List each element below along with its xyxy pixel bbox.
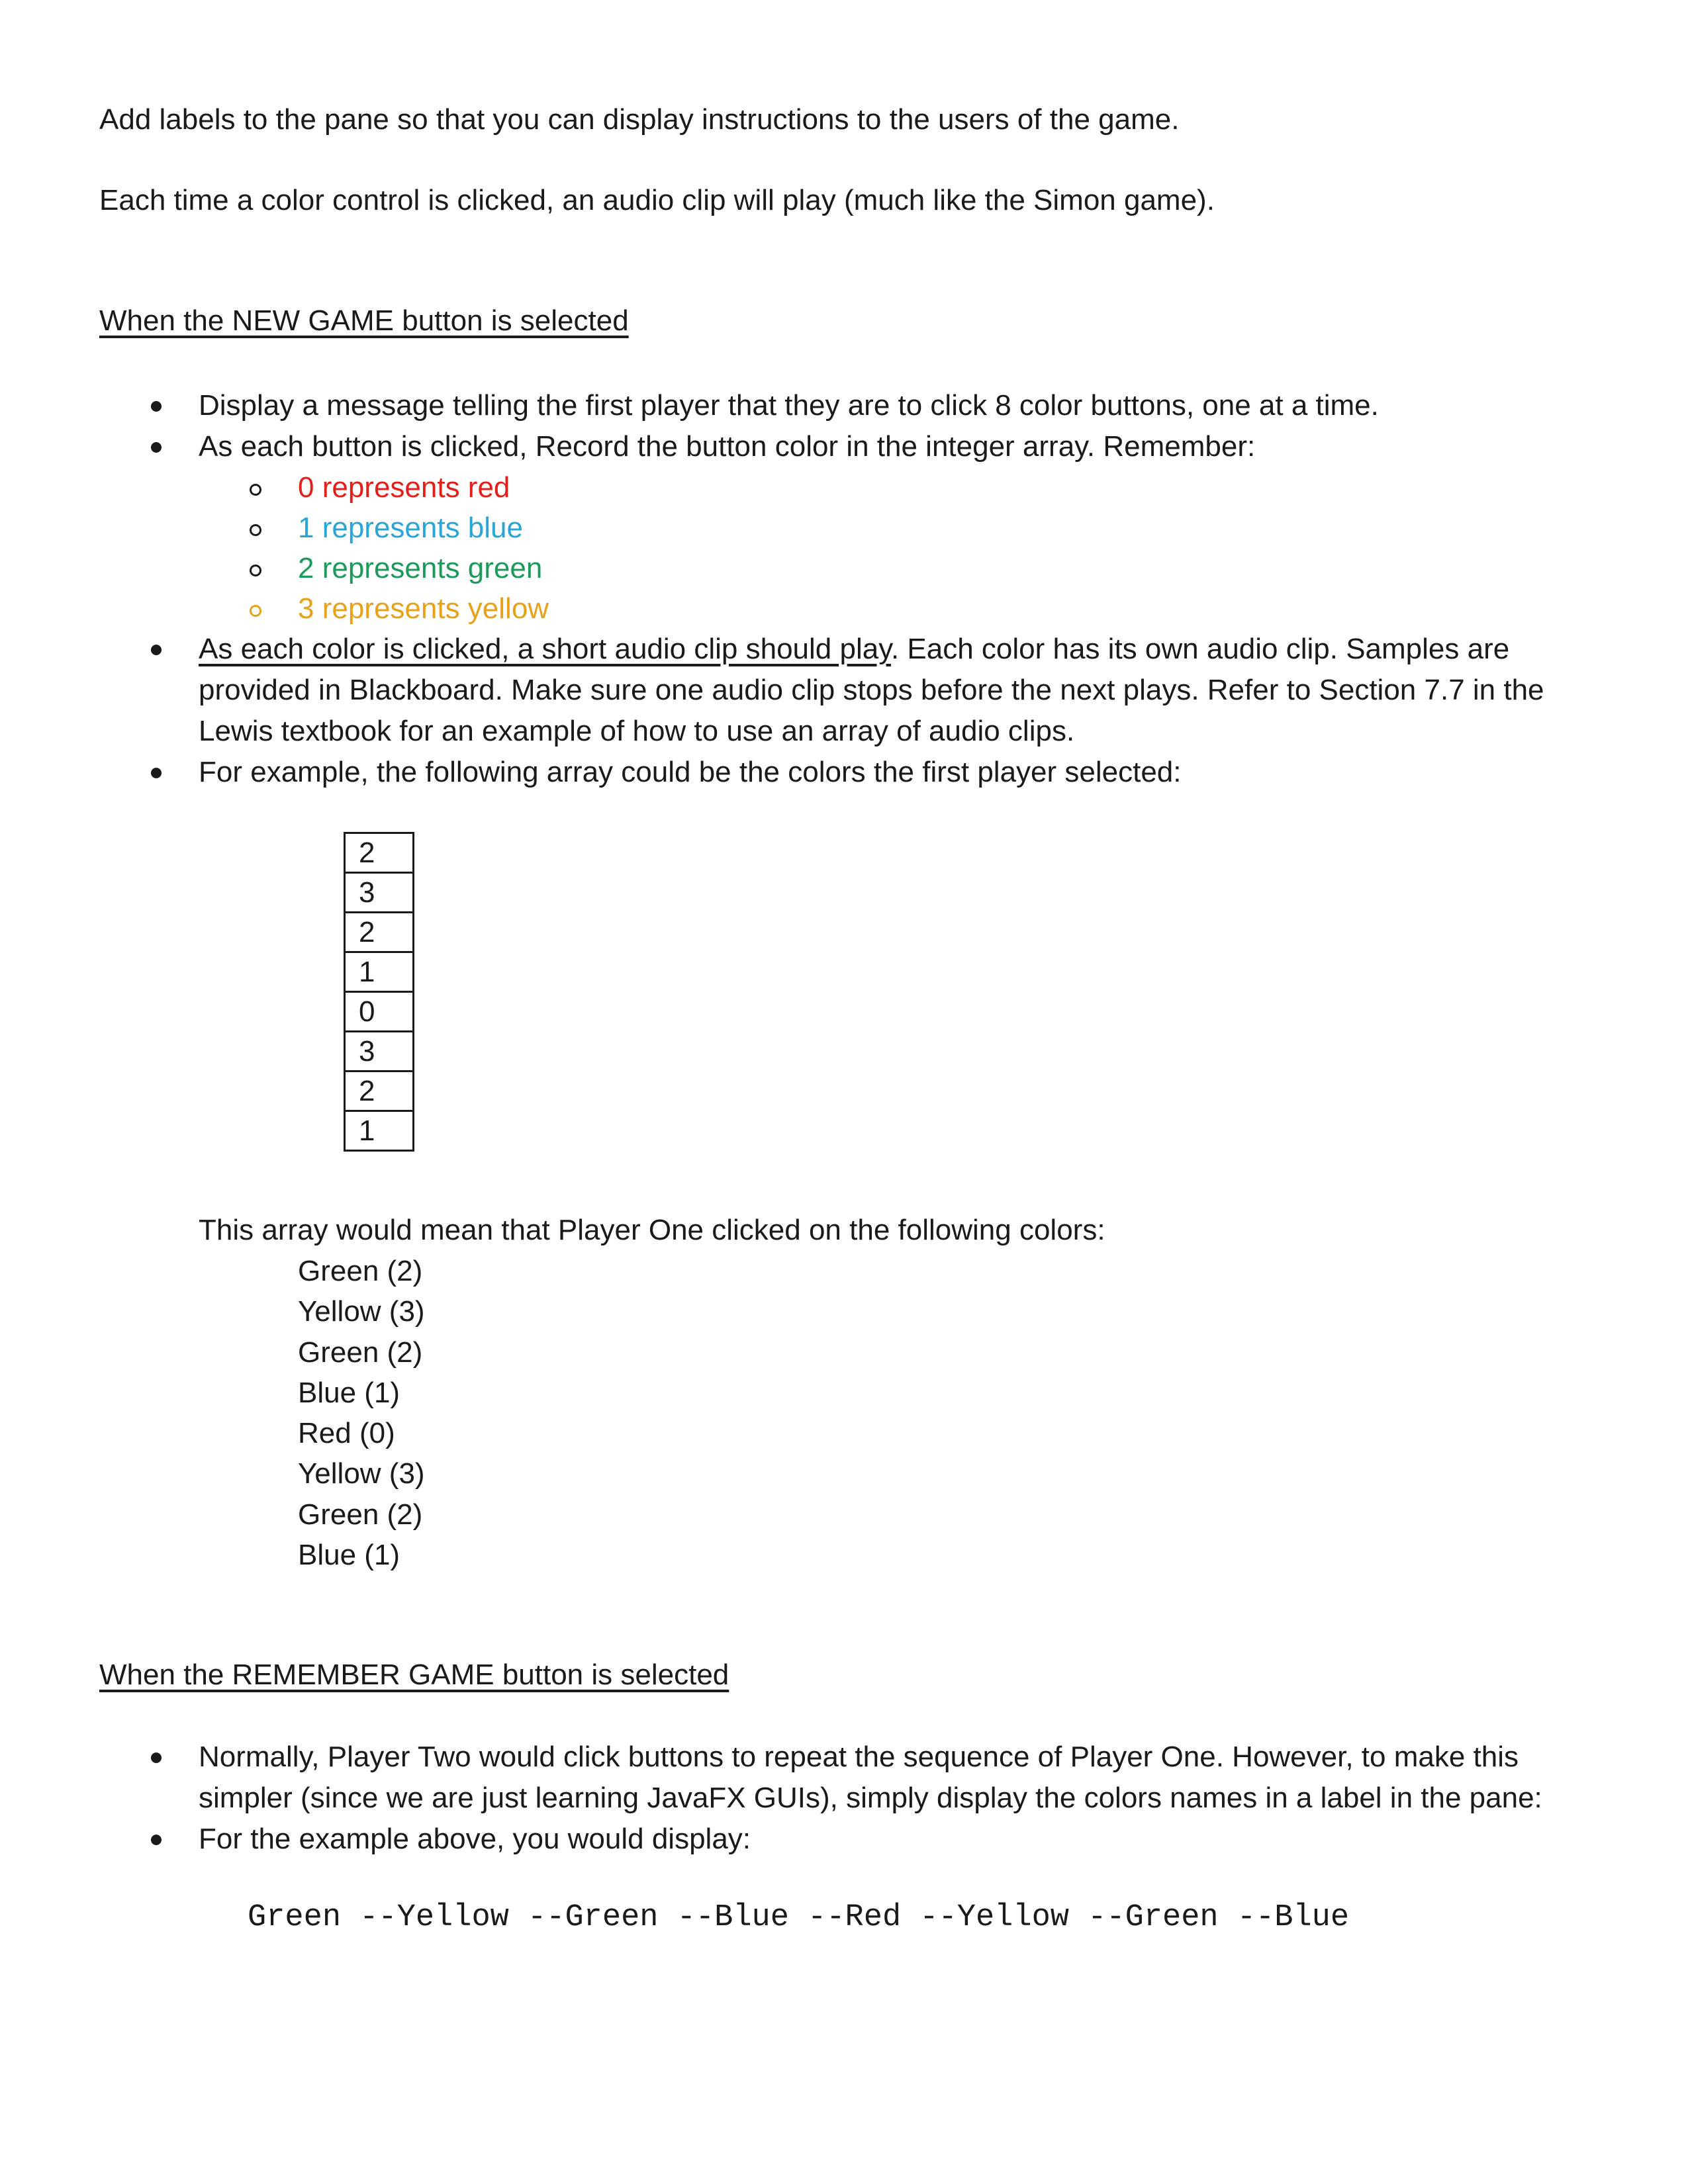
circle-bullet-icon	[250, 565, 261, 576]
circle-bullet-icon	[250, 484, 261, 496]
array-cell: 1	[345, 952, 414, 992]
clicked-color-item: Green (2)	[298, 1255, 423, 1287]
array-cell: 2	[345, 913, 414, 952]
new-game-bullet-4: For example, the following array could be the colors the first player selected:	[0, 752, 1688, 793]
color-mapping-item: 2 represents green	[0, 548, 1589, 588]
color-mapping-item: 1 represents blue	[0, 508, 1589, 548]
bullet-icon	[151, 768, 162, 778]
clicked-colors-list	[298, 1251, 425, 1575]
color-mapping-item: 3 represents yellow	[0, 588, 1589, 629]
color-mapping-list	[199, 467, 1589, 629]
bullet-icon	[151, 401, 162, 412]
bullet-icon	[151, 645, 162, 655]
array-cell: 2	[345, 1071, 414, 1111]
circle-bullet-icon	[250, 605, 261, 617]
clicked-color-item: Green (2)	[298, 1498, 423, 1531]
remember-game-bullet-2: For the example above, you would display:	[0, 1819, 1688, 1860]
clicked-color-item: Blue (1)	[298, 1539, 400, 1572]
bullet-icon	[151, 1835, 162, 1845]
circle-bullet-icon	[250, 524, 261, 536]
display-output: Green --Yellow --Green --Blue --Red --Yellow --Green --Blue	[248, 1900, 1350, 1935]
new-game-heading: When the NEW GAME button is selected	[99, 304, 629, 337]
new-game-bullets	[0, 385, 1688, 793]
bullet-icon	[151, 1752, 162, 1763]
clicked-color-item: Yellow (3)	[298, 1295, 425, 1328]
remember-game-bullets	[0, 1737, 1688, 1860]
intro-line-1: Add labels to the pane so that you can display instructions to the users of the game.	[99, 103, 1180, 136]
array-caption: This array would mean that Player One clicked on the following colors:	[199, 1214, 1105, 1246]
clicked-color-item: Yellow (3)	[298, 1457, 425, 1490]
clicked-color-item: Green (2)	[298, 1336, 423, 1369]
example-integer-array	[344, 832, 414, 1152]
array-cell: 3	[345, 873, 414, 913]
new-game-bullet-3: As each color is clicked, a short audio clip should play. Each color has its own audio clip. Samples are provided in Blackboard. Make sure one audio clip stops before the next plays. Refer to Section 7.7 in the Lewis textbook for an example of how to use an array of audio clips.	[0, 629, 1688, 752]
audio-clip-underlined-text: As each color is clicked, a short audio clip should play	[199, 633, 891, 665]
color-mapping-item: 0 represents red	[0, 467, 1589, 508]
clicked-color-item: Blue (1)	[298, 1376, 400, 1409]
new-game-bullet-1: Display a message telling the first player that they are to click 8 color buttons, one at a time.	[0, 385, 1688, 426]
array-cell: 2	[345, 833, 414, 873]
array-cell: 0	[345, 992, 414, 1032]
intro-line-2: Each time a color control is clicked, an audio clip will play (much like the Simon game).	[99, 184, 1215, 216]
new-game-bullet-2: As each button is clicked, Record the button color in the integer array. Remember: 0 represents red 1 represents blue 2 represents green 3 represents yellow	[0, 426, 1688, 629]
remember-game-bullet-1: Normally, Player Two would click buttons to repeat the sequence of Player One. However, to make this simpler (since we are just learning JavaFX GUIs), simply display the colors names in a label in the pane:	[0, 1737, 1688, 1819]
clicked-color-item: Red (0)	[298, 1417, 395, 1450]
array-cell: 3	[345, 1032, 414, 1071]
array-cell: 1	[345, 1111, 414, 1151]
bullet-icon	[151, 442, 162, 453]
remember-game-heading: When the REMEMBER GAME button is selected	[99, 1659, 729, 1691]
